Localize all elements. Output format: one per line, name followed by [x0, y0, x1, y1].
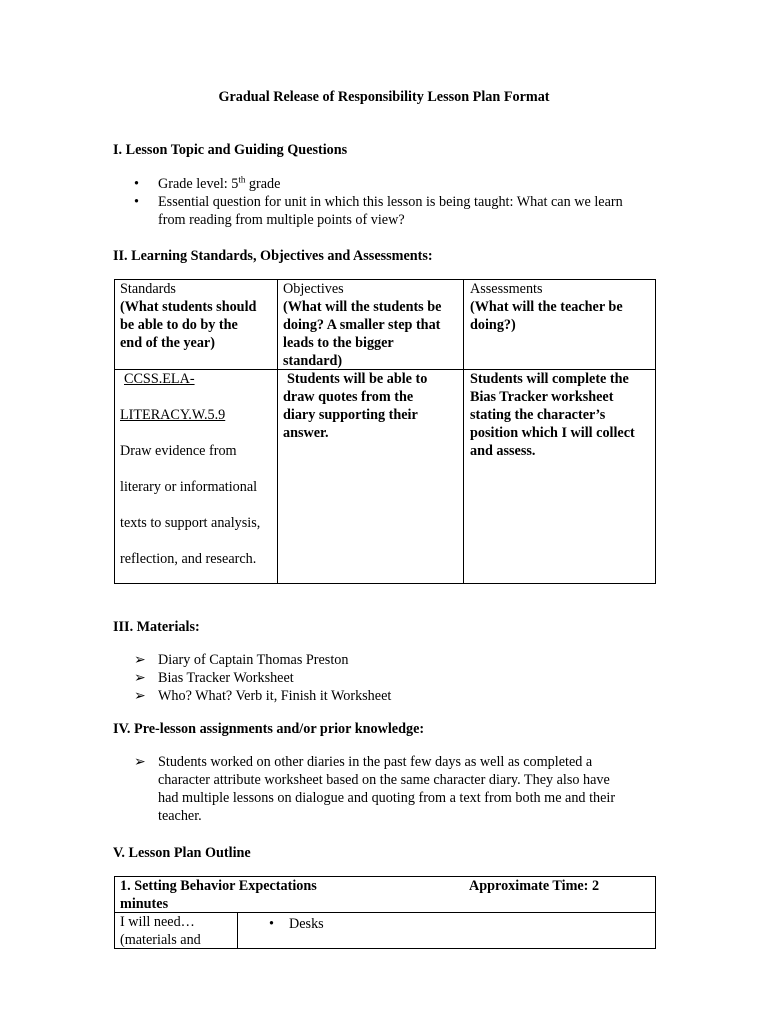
lesson-outline-table [114, 876, 656, 949]
assessment-cell: Students will complete the Bias Tracker worksheet stating the character’s position which I will collect and assess. [470, 371, 635, 459]
list-item: ➢ Diary of Captain Thomas Preston [134, 652, 349, 668]
section-1-heading: I. Lesson Topic and Guiding Questions [113, 142, 348, 158]
arrow-bullet-icon: ➢ [134, 652, 146, 668]
list-item: ➢ Students worked on other diaries in the past few days as well as completed a character attribute worksheet based on the same character diary. They also have had multiple lessons on dialogue and quoting from a text from both me and their teacher. [134, 754, 616, 824]
section-2-heading: II. Learning Standards, Objectives and Assessments: [113, 248, 433, 264]
list-item: • Essential question for unit in which this lesson is being taught: What can we learn from reading from multiple points of view? [134, 194, 623, 228]
list-item: ➢ Bias Tracker Worksheet [134, 670, 294, 686]
bullet-icon: • [134, 176, 139, 192]
objective-cell: Students will be able to draw quotes from the diary supporting their answer. [283, 371, 428, 441]
standard-cell: CCSS.ELA- LITERACY.W.5.9 Draw evidence from literary or informational texts to support analysis, reflection, and research. [120, 370, 275, 586]
arrow-bullet-icon: ➢ [134, 754, 146, 770]
list-item: • Desks [269, 916, 324, 932]
need-label: I will need… (materials and [120, 914, 201, 948]
bullet-icon: • [134, 194, 139, 210]
section-5-heading: V. Lesson Plan Outline [113, 845, 251, 861]
arrow-bullet-icon: ➢ [134, 670, 146, 686]
standards-header: Standards (What students should be able to do by the end of the year) [120, 281, 257, 351]
standard-code-link[interactable]: CCSS.ELA- [124, 371, 195, 387]
list-item: ➢ Who? What? Verb it, Finish it Worksheet [134, 688, 392, 704]
document-title: Gradual Release of Responsibility Lesson Plan Format [218, 89, 550, 105]
section-1-list [113, 175, 673, 229]
materials-list [113, 651, 673, 705]
bullet-icon: • [269, 916, 274, 932]
list-item: • Grade level: 5th grade [134, 174, 281, 192]
need-item [245, 915, 545, 933]
assessments-header: Assessments (What will the teacher be doing?) [470, 281, 623, 333]
arrow-bullet-icon: ➢ [134, 688, 146, 704]
step-time: Approximate Time: 2 [469, 878, 600, 894]
step-time-unit: minutes [120, 896, 169, 912]
section-4-heading: IV. Pre-lesson assignments and/or prior knowledge: [113, 721, 425, 737]
standards-table [114, 279, 656, 584]
prior-knowledge-list [113, 753, 673, 825]
objectives-header: Objectives (What will the students be doing? A smaller step that leads to the bigger standard) [283, 281, 442, 369]
standard-code-link[interactable]: LITERACY.W.5.9 [120, 407, 226, 423]
section-3-heading: III. Materials: [113, 619, 200, 635]
step-title: 1. Setting Behavior Expectations [120, 878, 317, 894]
